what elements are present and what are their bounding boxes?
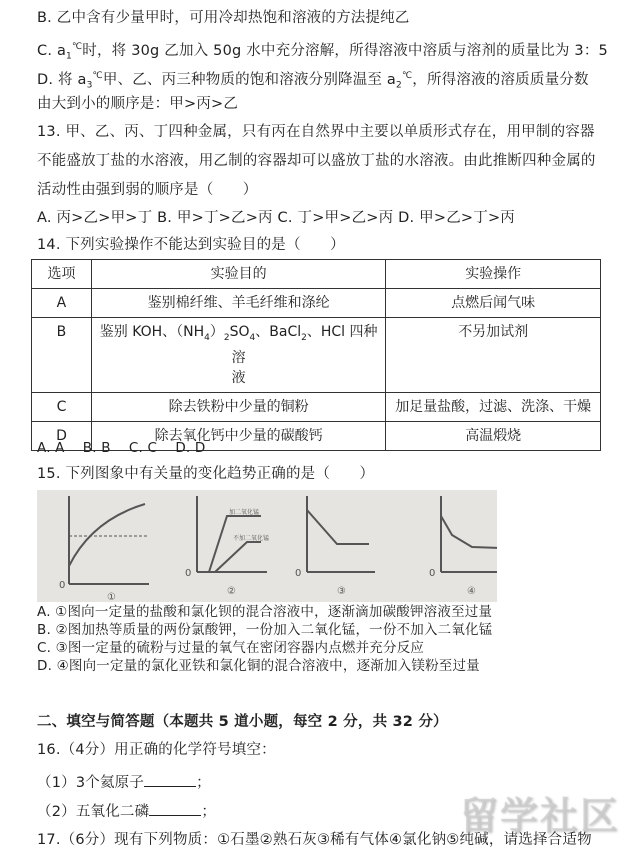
q13-stem-line1: 13. 甲、乙、丙、丁四种金属，只有丙在自然界中主要以单质形式存在，用甲制的容器 (37, 124, 595, 140)
q16-item-1: （1）3个氦原子 ； (37, 772, 211, 793)
q13-options: A. 丙>乙>甲>丁 B. 甲>丁>乙>丙 C. 丁>甲>乙>丙 D. 甲>乙>丁>丙 (37, 210, 515, 226)
row-option: B (32, 318, 92, 393)
experiment-table (31, 259, 601, 451)
row-operation: 高温煅烧 (386, 421, 601, 450)
svg-text:③: ③ (337, 586, 346, 597)
q14-options: A. A B. B C. C D. D (37, 440, 206, 456)
row-purpose: 除去氧化钙中少量的碳酸钙 (91, 421, 385, 450)
section-2-title: 二、填空与简答题（本题共 5 道小题，每空 2 分，共 32 分） (37, 714, 448, 730)
svg-text:0: 0 (185, 568, 192, 579)
q12-option-b: B. 乙中含有少量甲时，可用冷却热饱和溶液的方法提纯乙 (37, 10, 410, 26)
svg-text:①: ① (107, 592, 116, 602)
header-purpose: 实验目的 (91, 260, 385, 289)
q15-option-b: B. ②图加热等质量的两份氯酸钾，一份加入二氧化锰，一份不加入二氧化锰 (37, 622, 493, 638)
header-option: 选项 (32, 260, 92, 289)
table-row (32, 289, 601, 318)
q15-option-c: C. ③图一定量的硫粉与过量的氧气在密闭容器内点燃并充分反应 (37, 640, 425, 656)
svg-text:加二氧化锰: 加二氧化锰 (229, 509, 260, 516)
q15-stem: 15. 下列图象中有关量的变化趋势正确的是（ ） (37, 466, 375, 482)
q17-stem: 17.（6分）现有下列物质：①石墨②熟石灰③稀有气体④氯化钠⑤纯碱，请选择合适物 (37, 832, 592, 848)
q12-option-d: D. 将 $a_3^℃$甲、乙、丙三种物质的饱和溶液分别降温至 $a_2^℃$，所得溶液的溶质质量分数 (37, 71, 589, 91)
row-operation: 不另加试剂 (386, 318, 601, 393)
q13-stem-line3: 活动性由强到弱的顺序是（ ） (37, 182, 258, 198)
q16-item-2: （2）五氧化二磷 ； (37, 801, 216, 822)
watermark-logo: 留学社区 (460, 794, 621, 838)
svg-text:0: 0 (295, 568, 302, 579)
q16-stem: 16.（4分）用正确的化学符号填空： (37, 742, 276, 758)
row-operation: 加足量盐酸，过滤、洗涤、干燥 (386, 392, 601, 421)
q12-option-d-line2: 由大到小的顺序是：甲>丙>乙 (37, 96, 239, 112)
row-option: A (32, 289, 92, 318)
table-row (32, 392, 601, 421)
q15-option-a: A. ①图向一定量的盐酸和氯化钡的混合溶液中，逐渐滴加碳酸钾溶液至过量 (37, 604, 493, 620)
row-operation: 点燃后闻气味 (386, 289, 601, 318)
q15-option-d: D. ④图向一定量的氯化亚铁和氯化铜的混合溶液中，逐渐加入镁粉至过量 (37, 658, 480, 674)
svg-text:④: ④ (467, 586, 476, 597)
svg-text:不加二氧化锰: 不加二氧化锰 (233, 535, 270, 542)
q14-stem: 14. 下列实验操作不能达到实验目的是（ ） (37, 237, 345, 253)
header-operation: 实验操作 (386, 260, 601, 289)
svg-text:0: 0 (59, 580, 66, 591)
row-purpose: 鉴别 KOH、$(NH_4)_2SO_4$、BaCl$_2$、HCl 四种溶 液 (91, 318, 385, 393)
graphs-svg (37, 490, 497, 602)
row-purpose: 鉴别棉纤维、羊毛纤维和涤纶 (91, 289, 385, 318)
svg-text:0: 0 (429, 568, 436, 579)
svg-text:②: ② (227, 586, 236, 597)
table-row (32, 318, 601, 393)
row-option: D (32, 421, 92, 450)
answer-blank[interactable] (149, 801, 201, 816)
q12-option-c: C. $a_1^℃$时，将 30g 乙加入 50g 水中充分溶解，所得溶液中溶质与溶剂的质量比为 3：5 (37, 42, 608, 62)
row-option: C (32, 392, 92, 421)
q13-stem-line2: 不能盛放丁盐的水溶液，用乙制的容器却可以盛放丁盐的水溶液。由此推断四种金属的 (37, 153, 596, 169)
answer-blank[interactable] (144, 772, 196, 787)
trend-graphs-figure (37, 490, 497, 602)
table-header-row (32, 260, 601, 289)
row-purpose: 除去铁粉中少量的铜粉 (91, 392, 385, 421)
